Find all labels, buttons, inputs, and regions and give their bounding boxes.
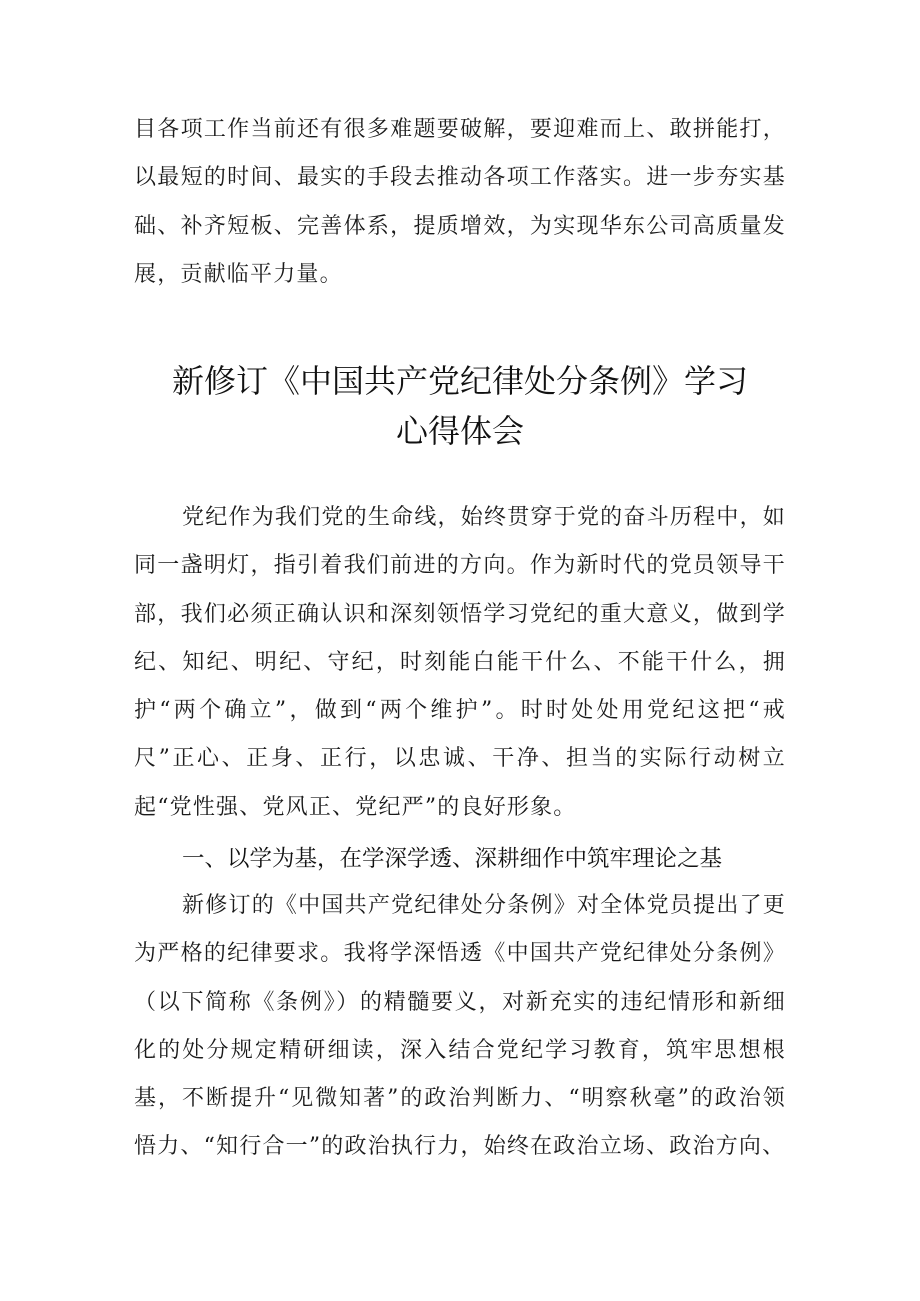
article-title — [120, 356, 800, 456]
intro-paragraph: 目各项工作当前还有很多难题要破解，要迎难而上、敢拼能打，以最短的时间、最实的手段去推动各项工作落实。进一步夯实基础、补齐短板、完善体系，提质增效，为实现华东公司高质量发展，贡献临平力量。 — [134, 117, 786, 287]
body-paragraph-1: 党纪作为我们党的生命线，始终贯穿于党的奋斗历程中，如同一盏明灯，指引着我们前进的方向。作为新时代的党员领导干部，我们必须正确认识和深刻领悟学习党纪的重大意义，做到学纪、知纪、明纪、守纪，时刻能白能干什么、不能干什么，拥护“两个确立”，做到“两个维护”。时时处处用党纪这把“戒尺”正心、正身、正行，以忠诚、干净、担当的实际行动树立起“党性强、党风正、党纪严”的良好形象。 — [134, 505, 786, 820]
body-paragraph-2: 新修订的《中国共产党纪律处分条例》对全体党员提出了更为严格的纪律要求。我将学深悟透《中国共产党纪律处分条例》（以下简称《条例》）的精髓要义，对新充实的违纪情形和新细化的处分规定精研细读，深入结合党纪学习教育，筑牢思想根基，不断提升“见微知著”的政治判断力、“明察秋毫”的政治领悟力、“知行合一”的政治执行力，始终在政治立场、政治方向、 — [134, 893, 786, 1160]
section-heading-1: 一、以学为基，在学深学透、深耕细作中筑牢理论之基 — [182, 846, 723, 872]
article-title-line-2: 心得体会 — [395, 412, 524, 450]
article-title-line-1: 新修订《中国共产党纪律处分条例》学习 — [171, 362, 748, 400]
